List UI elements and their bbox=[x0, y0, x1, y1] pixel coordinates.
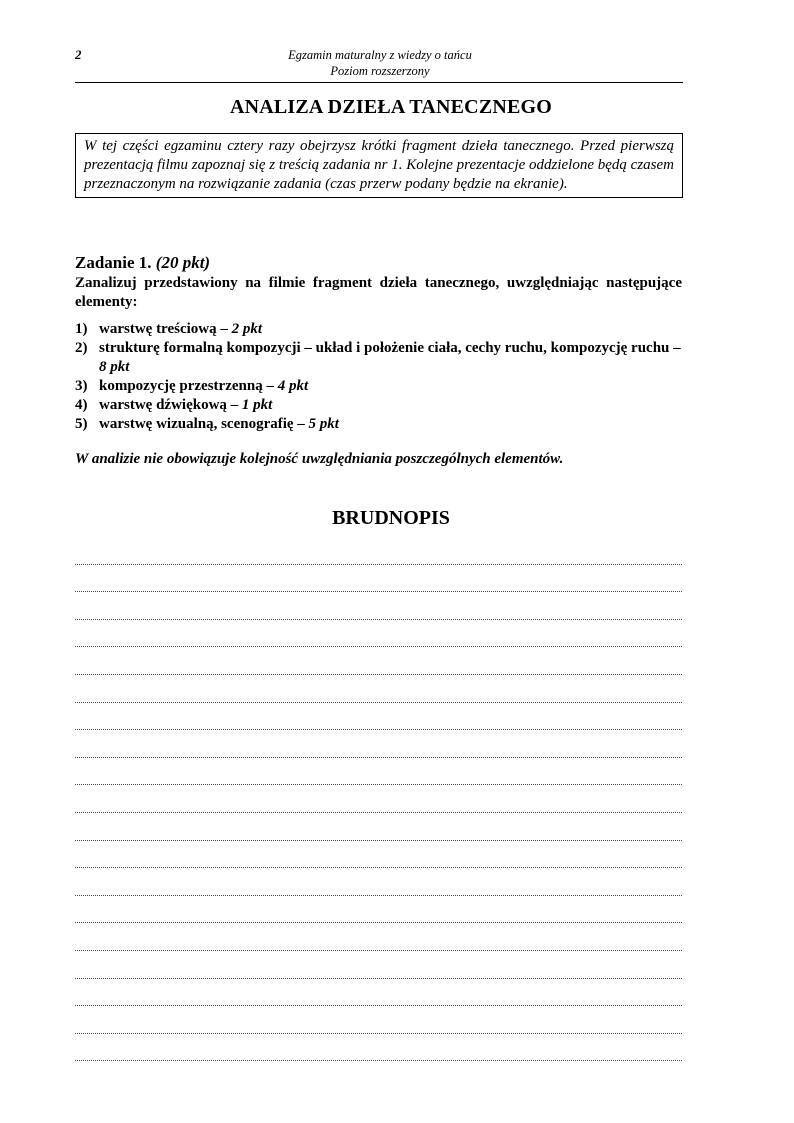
list-item-text: strukturę formalną kompozycji – układ i położenie ciała, cechy ruchu, kompozycję ruchu – bbox=[99, 340, 681, 356]
draft-line[interactable] bbox=[75, 703, 682, 731]
draft-title: BRUDNOPIS bbox=[332, 507, 450, 529]
draft-line[interactable] bbox=[75, 675, 682, 703]
section-title: ANALIZA DZIEŁA TANECZNEGO bbox=[229, 96, 553, 118]
exam-name: Egzamin maturalny z wiedzy o tańcu bbox=[288, 48, 472, 62]
draft-line[interactable] bbox=[75, 785, 682, 813]
draft-line[interactable] bbox=[75, 979, 682, 1007]
list-item-number: 5) bbox=[75, 416, 88, 432]
analysis-note: W analizie nie obowiązuje kolejność uwzględniania poszczególnych elementów. bbox=[75, 451, 564, 467]
draft-line[interactable] bbox=[75, 868, 682, 896]
task-element-list bbox=[75, 320, 682, 434]
list-item-points: 5 pkt bbox=[308, 416, 339, 432]
draft-line[interactable] bbox=[75, 1006, 682, 1034]
task-points: (20 pkt) bbox=[155, 253, 211, 272]
list-item bbox=[75, 320, 682, 339]
intro-instructions-box: W tej części egzaminu cztery razy obejrzysz krótki fragment dzieła tanecznego. Przed pierwszą prezentacją filmu zapoznaj się z treścią zadania nr 1. Kolejne prezentacje oddzielone będą czasem przeznaczonym na rozwiązanie zadania (czas przerw podany będzie na ekranie). bbox=[75, 133, 683, 198]
task-title bbox=[75, 253, 210, 273]
list-item-points: 4 pkt bbox=[277, 378, 309, 394]
draft-writing-area[interactable] bbox=[75, 537, 682, 1061]
list-item bbox=[75, 415, 682, 434]
draft-line[interactable] bbox=[75, 758, 682, 786]
header-divider bbox=[75, 82, 683, 83]
draft-line[interactable] bbox=[75, 813, 682, 841]
page-number: 2 bbox=[75, 47, 82, 62]
draft-line[interactable] bbox=[75, 537, 682, 565]
list-item-number: 2) bbox=[75, 340, 88, 356]
list-item-number: 1) bbox=[75, 321, 88, 337]
task-label: Zadanie 1. bbox=[75, 253, 152, 272]
list-item-text: warstwę wizualną, scenografię – bbox=[99, 416, 309, 432]
list-item bbox=[75, 339, 682, 377]
draft-line[interactable] bbox=[75, 1034, 682, 1062]
list-item-text: kompozycję przestrzenną – bbox=[99, 378, 278, 394]
list-item-points: 8 pkt bbox=[99, 359, 130, 375]
draft-line[interactable] bbox=[75, 620, 682, 648]
draft-line[interactable] bbox=[75, 896, 682, 924]
draft-line[interactable] bbox=[75, 923, 682, 951]
list-item-number: 4) bbox=[75, 397, 88, 413]
draft-line[interactable] bbox=[75, 841, 682, 869]
list-item-points: 2 pkt bbox=[231, 321, 263, 337]
running-header bbox=[180, 47, 580, 79]
draft-line[interactable] bbox=[75, 592, 682, 620]
list-item-number: 3) bbox=[75, 378, 88, 394]
draft-line[interactable] bbox=[75, 951, 682, 979]
list-item-points: 1 pkt bbox=[241, 397, 273, 413]
list-item bbox=[75, 377, 682, 396]
list-item bbox=[75, 396, 682, 415]
task-instruction: Zanalizuj przedstawiony na filmie fragment dzieła tanecznego, uwzględniając następujące elementy: bbox=[75, 275, 682, 310]
list-item-text: warstwę treściową – bbox=[99, 321, 232, 337]
draft-line[interactable] bbox=[75, 647, 682, 675]
draft-line[interactable] bbox=[75, 565, 682, 593]
list-item-text: warstwę dźwiękową – bbox=[99, 397, 242, 413]
exam-level: Poziom rozszerzony bbox=[330, 64, 430, 78]
draft-line[interactable] bbox=[75, 730, 682, 758]
